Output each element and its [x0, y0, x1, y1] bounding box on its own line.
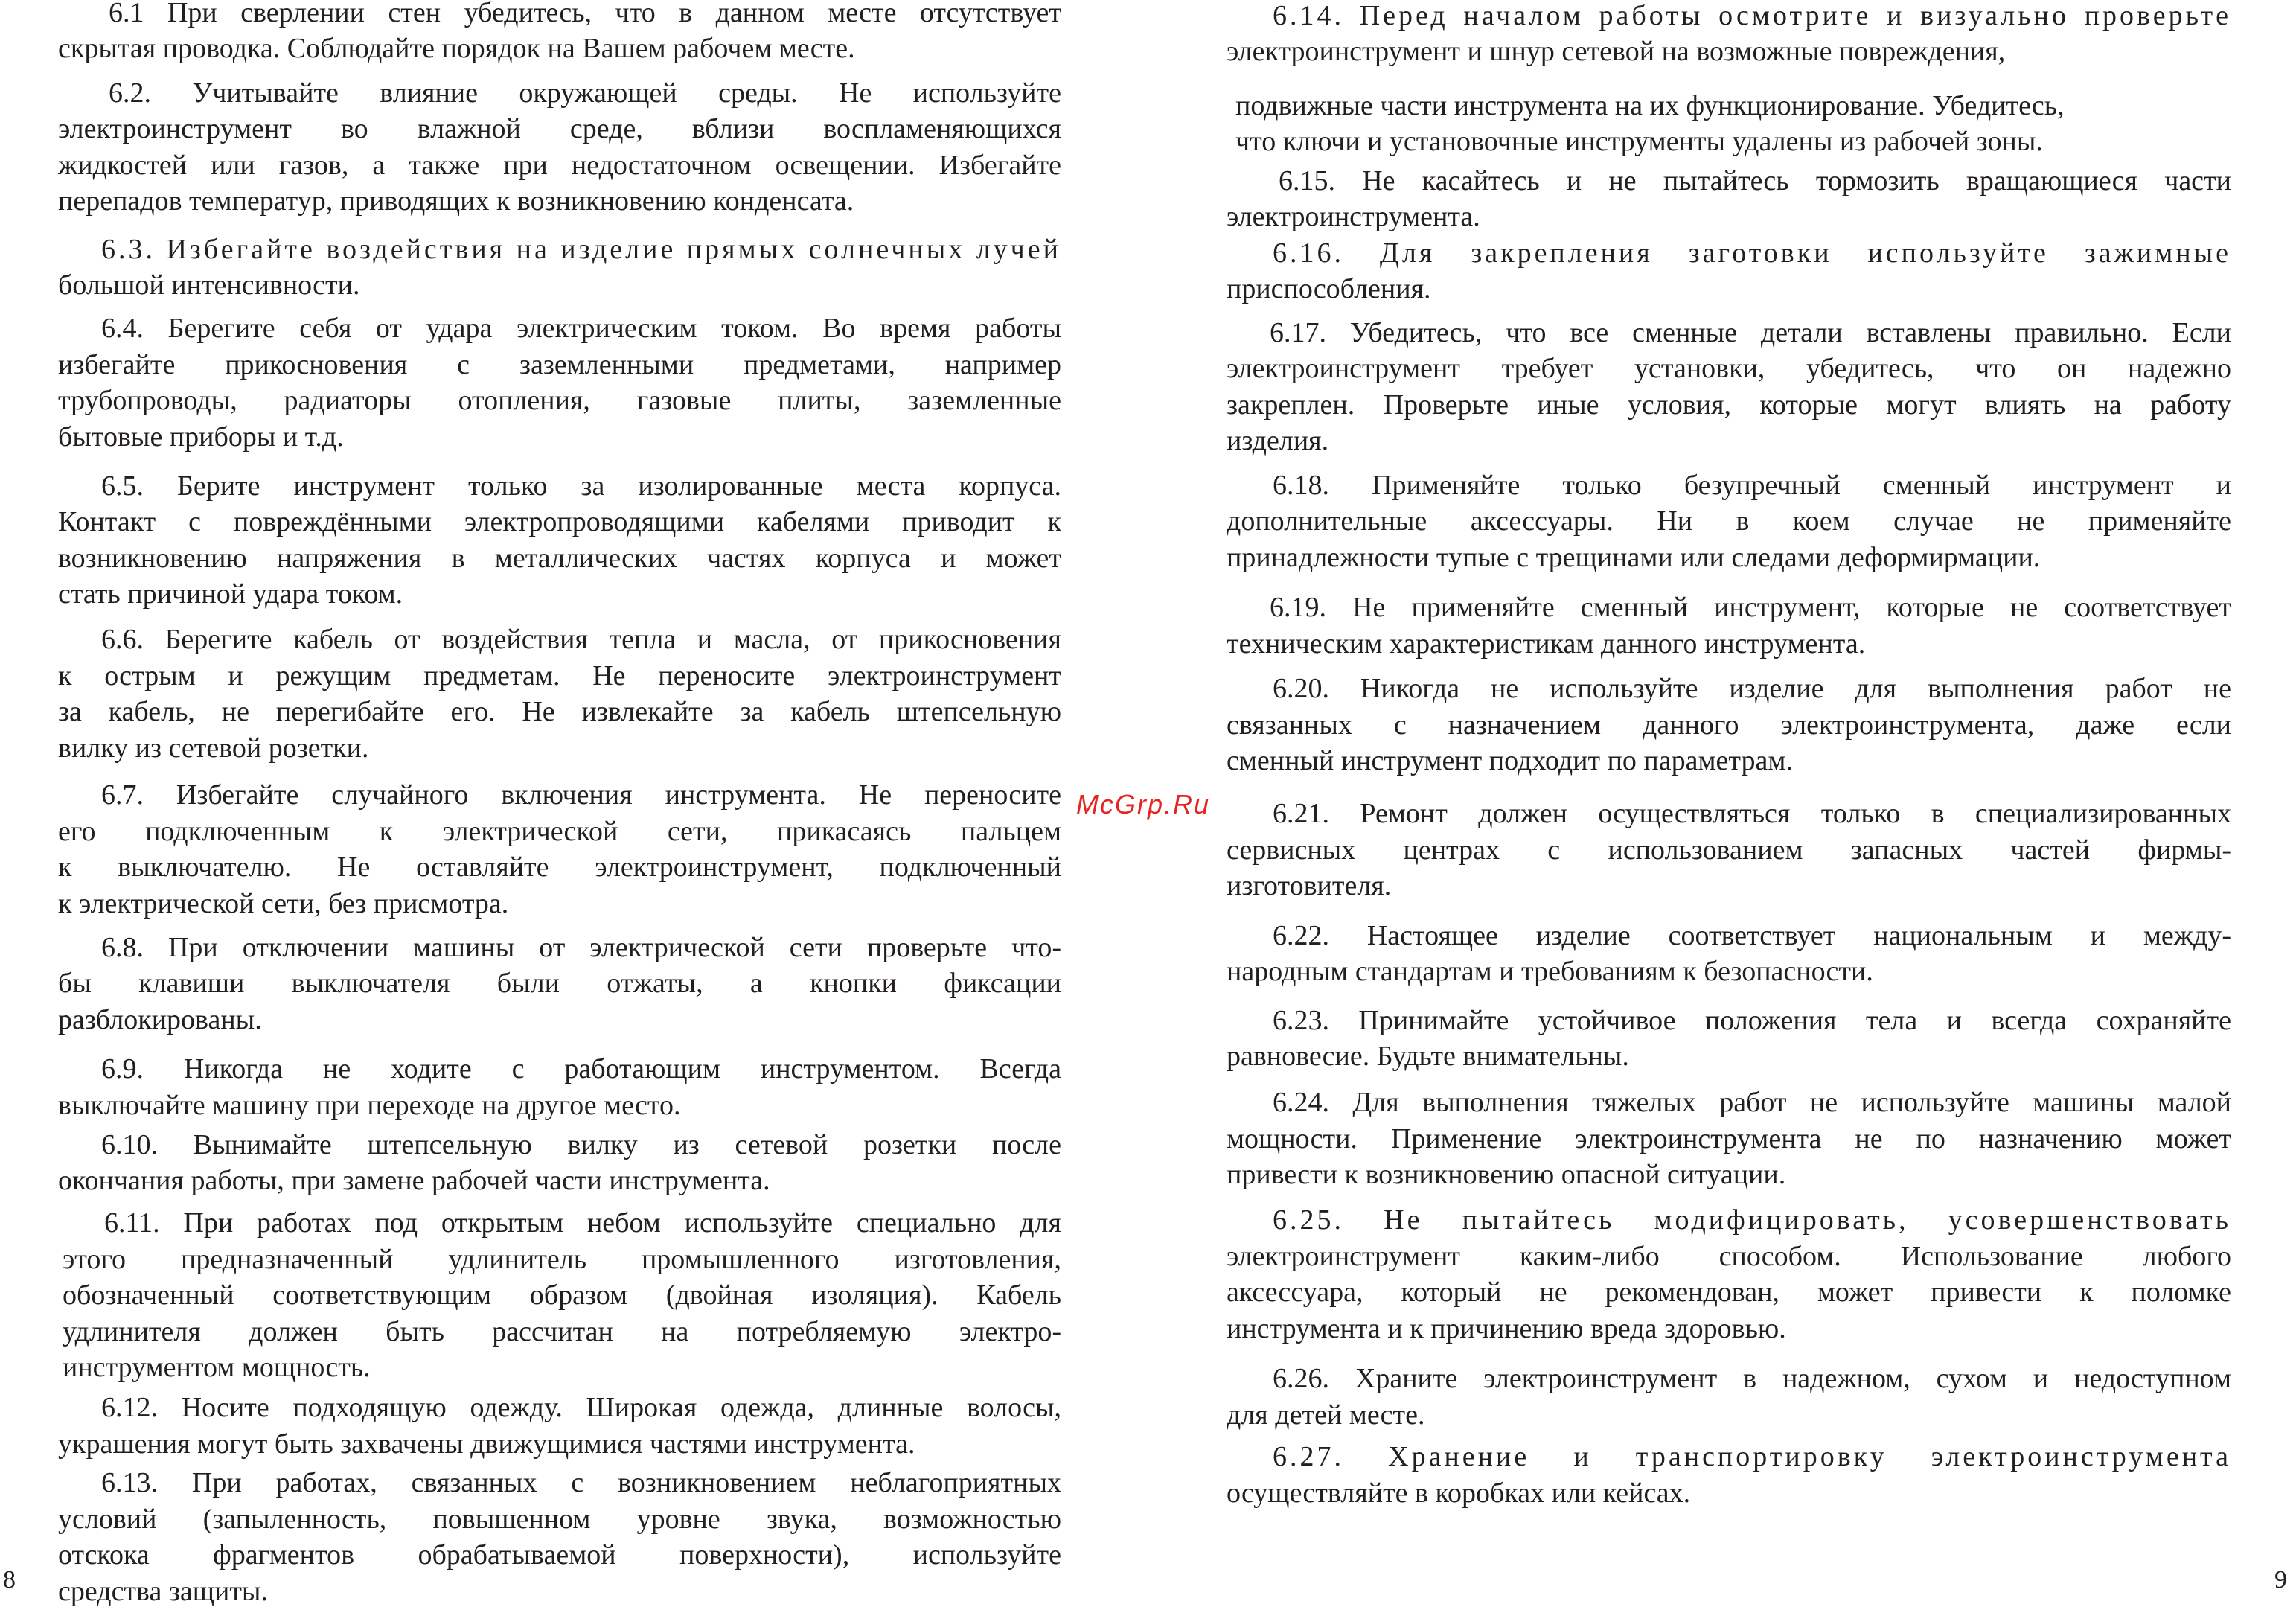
text-line: украшения могут быть захвачены движущимися частями инструмента.	[58, 1428, 915, 1460]
text-line: большой интенсивности.	[58, 269, 360, 301]
text-line: трубопроводы, радиаторы отопления, газовые плиты, заземленные	[58, 385, 1061, 416]
text-line: условий (запыленность, повышенном уровне звука, возможностью	[58, 1504, 1061, 1535]
text-line: бы клавиши выключателя были отжаты, а кнопки фиксации	[58, 968, 1061, 999]
text-line: выключайте машину при переходе на другое место.	[58, 1090, 681, 1121]
text-line: изделия.	[1227, 425, 1329, 456]
text-line: 6.3. Избегайте воздействия на изделие прямых солнечных лучей	[101, 234, 1061, 265]
text-line: электроинструмент во влажной среде, вблизи воспламеняющихся	[58, 113, 1061, 144]
page-number-right: 9	[2274, 1566, 2287, 1594]
text-line: 6.26. Храните электроинструмент в надежном, сухом и недоступном	[1273, 1363, 2231, 1394]
text-line: электроинструмента.	[1227, 201, 1480, 232]
text-line: инструмента и к причинению вреда здоровью.	[1227, 1313, 1786, 1344]
text-line: что ключи и установочные инструменты удалены из рабочей зоны.	[1235, 126, 2043, 157]
text-line: техническим характеристикам данного инструмента.	[1227, 628, 1866, 659]
text-line: мощности. Применение электроинструмента не по назначению может	[1227, 1123, 2231, 1154]
text-line: 6.27. Хранение и транспортировку электроинструмента	[1273, 1441, 2231, 1472]
text-line: 6.19. Не применяйте сменный инструмент, которые не соответствует	[1270, 592, 2231, 623]
page-number-left: 8	[3, 1566, 16, 1594]
text-line: подвижные части инструмента на их функционирование. Убедитесь,	[1235, 90, 2065, 121]
text-line: стать причиной удара током.	[58, 578, 403, 610]
text-line: его подключенным к электрической сети, прикасаясь пальцем	[58, 816, 1061, 847]
text-line: к выключателю. Не оставляйте электроинструмент, подключенный	[58, 852, 1061, 883]
text-line: 6.14. Перед началом работы осмотрите и визуально проверьте	[1273, 0, 2231, 31]
text-line: этого предназначенный удлинитель промышленного изготовления,	[63, 1244, 1061, 1275]
text-line: связанных с назначением данного электроинструмента, даже если	[1227, 709, 2231, 741]
text-line: 6.15. Не касайтесь и не пытайтесь тормозить вращающиеся части	[1279, 165, 2231, 197]
text-line: 6.12. Носите подходящую одежду. Широкая одежда, длинные волосы,	[101, 1392, 1061, 1423]
text-line: средства защиты.	[58, 1576, 268, 1607]
text-line: бытовые приборы и т.д.	[58, 421, 344, 453]
text-line: 6.11. При работах под открытым небом используйте специально для	[104, 1207, 1061, 1239]
text-line: удлинителя должен быть рассчитан на потребляемую электро-	[63, 1316, 1061, 1347]
text-line: дополнительные аксессуары. Ни в коем случае не применяйте	[1227, 505, 2231, 537]
text-line: принадлежности тупые с трещинами или следами деформирмации.	[1227, 542, 2041, 573]
text-line: 6.18. Применяйте только безупречный сменный инструмент и	[1273, 470, 2231, 501]
text-line: избегайте прикосновения с заземленными предметами, например	[58, 349, 1061, 380]
text-line: отскока фрагментов обрабатываемой поверхности), используйте	[58, 1539, 1061, 1571]
watermark: McGrp.Ru	[1076, 789, 1211, 820]
text-line: 6.8. При отключении машины от электрической сети проверьте что-	[101, 932, 1061, 963]
text-line: привести к возникновению опасной ситуации.	[1227, 1159, 1786, 1190]
text-line: осуществляйте в коробках или кейсах.	[1227, 1478, 1691, 1509]
text-line: равновесие. Будьте внимательны.	[1227, 1041, 1629, 1072]
text-line: 6.22. Настоящее изделие соответствует национальным и между-	[1273, 920, 2231, 951]
text-line: перепадов температур, приводящих к возникновению конденсата.	[58, 185, 854, 217]
text-line: к электрической сети, без присмотра.	[58, 888, 509, 919]
text-line: Контакт с повреждёнными электропроводящими кабелями приводит к	[58, 506, 1061, 537]
text-line: возникновению напряжения в металлических частях корпуса и может	[58, 543, 1061, 574]
text-line: жидкостей или газов, а также при недостаточном освещении. Избегайте	[58, 150, 1061, 181]
text-line: сменный инструмент подходит по параметрам.	[1227, 745, 1793, 776]
text-line: 6.5. Берите инструмент только за изолированные места корпуса.	[101, 470, 1061, 502]
text-line: 6.6. Берегите кабель от воздействия тепла и масла, от прикосновения	[101, 624, 1061, 655]
text-line: 6.25. Не пытайтесь модифицировать, усовершенствовать	[1273, 1204, 2231, 1236]
text-line: вилку из сетевой розетки.	[58, 732, 369, 764]
text-line: 6.7. Избегайте случайного включения инструмента. Не переносите	[101, 779, 1061, 811]
text-line: за кабель, не перегибайте его. Не извлекайте за кабель штепсельную	[58, 696, 1061, 727]
text-line: 6.17. Убедитесь, что все сменные детали вставлены правильно. Если	[1270, 317, 2231, 348]
text-line: 6.24. Для выполнения тяжелых работ не используйте машины малой	[1273, 1087, 2231, 1118]
text-line: сервисных центрах с использованием запасных частей фирмы-	[1227, 834, 2231, 866]
text-line: обозначенный соответствующим образом (двойная изоляция). Кабель	[63, 1280, 1061, 1311]
text-line: 6.20. Никогда не используйте изделие для выполнения работ не	[1273, 673, 2231, 704]
text-line: изготовителя.	[1227, 870, 1392, 901]
text-line: 6.1 При сверлении стен убедитесь, что в данном месте отсутствует	[109, 0, 1061, 28]
text-line: 6.4. Берегите себя от удара электрическим током. Во время работы	[101, 313, 1061, 344]
text-line: 6.10. Вынимайте штепсельную вилку из сетевой розетки после	[101, 1129, 1061, 1160]
text-line: для детей месте.	[1227, 1399, 1425, 1431]
text-line: 6.23. Принимайте устойчивое положения тела и всегда сохраняйте	[1273, 1005, 2231, 1036]
text-line: электроинструмент и шнур сетевой на возможные повреждения,	[1227, 36, 2006, 67]
text-line: 6.13. При работах, связанных с возникновением неблагоприятных	[101, 1467, 1061, 1498]
text-line: 6.2. Учитывайте влияние окружающей среды. Не используйте	[109, 77, 1061, 109]
text-line: электроинструмент каким-либо способом. Использование любого	[1227, 1241, 2231, 1272]
text-line: скрытая проводка. Соблюдайте порядок на Вашем рабочем месте.	[58, 33, 855, 64]
text-line: окончания работы, при замене рабочей части инструмента.	[58, 1165, 770, 1196]
text-line: народным стандартам и требованиям к безопасности.	[1227, 956, 1873, 987]
text-line: инструментом мощность.	[63, 1352, 371, 1383]
text-line: к острым и режущим предметам. Не переносите электроинструмент	[58, 660, 1061, 691]
text-line: 6.9. Никогда не ходите с работающим инструментом. Всегда	[101, 1053, 1061, 1084]
text-line: электроинструмент требует установки, убедитесь, что он надежно	[1227, 353, 2231, 384]
text-line: 6.16. Для закрепления заготовки используйте зажимные	[1273, 237, 2231, 269]
text-line: приспособления.	[1227, 273, 1431, 304]
text-line: закреплен. Проверьте иные условия, которые могут влиять на работу	[1227, 389, 2231, 421]
text-line: аксессуара, который не рекомендован, может привести к поломке	[1227, 1277, 2231, 1308]
text-line: 6.21. Ремонт должен осуществляться только в специализированных	[1273, 798, 2231, 829]
text-line: разблокированы.	[58, 1004, 262, 1035]
